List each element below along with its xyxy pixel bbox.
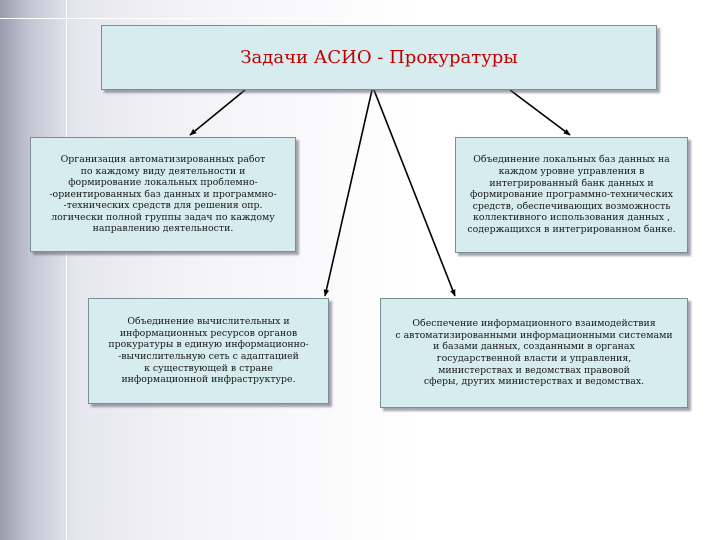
diagram-title-box — [101, 25, 657, 90]
arrow-to-box-4 — [374, 90, 455, 296]
arrow-to-box-1 — [190, 90, 245, 135]
arrow-to-box-3 — [325, 90, 372, 296]
task-box-4: Обеспечение информационного взаимодействия с автоматизированными информационными системами и базами данных, созданными в органах государственной власти и управления, министерствах и ведомствах правовой сферы, других министерствах и ведомствах. — [380, 298, 688, 408]
task-box-3: Объединение вычислительных и информационных ресурсов органов прокуратуры в единую информационно- -вычислительную сеть с адаптацией к существующей в стране информационной инфраструктуре. — [88, 298, 329, 404]
task-box-2: Объединение локальных баз данных на каждом уровне управления в интегрированный банк данных и формирование программно-технических средств, обеспечивающих возможность коллективного использования данных , содержащихся в интегрированном банке. — [455, 137, 688, 253]
decorative-vertical-line — [66, 0, 67, 540]
decorative-horizontal-line — [0, 18, 720, 19]
task-box-1: Организация автоматизированных работ по каждому виду деятельности и формирование локальных проблемно- -ориентированных баз данных и программно- -технических средств для решения опр. логически полной группы задач по каждому направлению деятельности. — [30, 137, 296, 252]
arrow-to-box-2 — [510, 90, 570, 135]
diagram-title: Задачи АСИО - Прокуратуры — [240, 46, 518, 68]
